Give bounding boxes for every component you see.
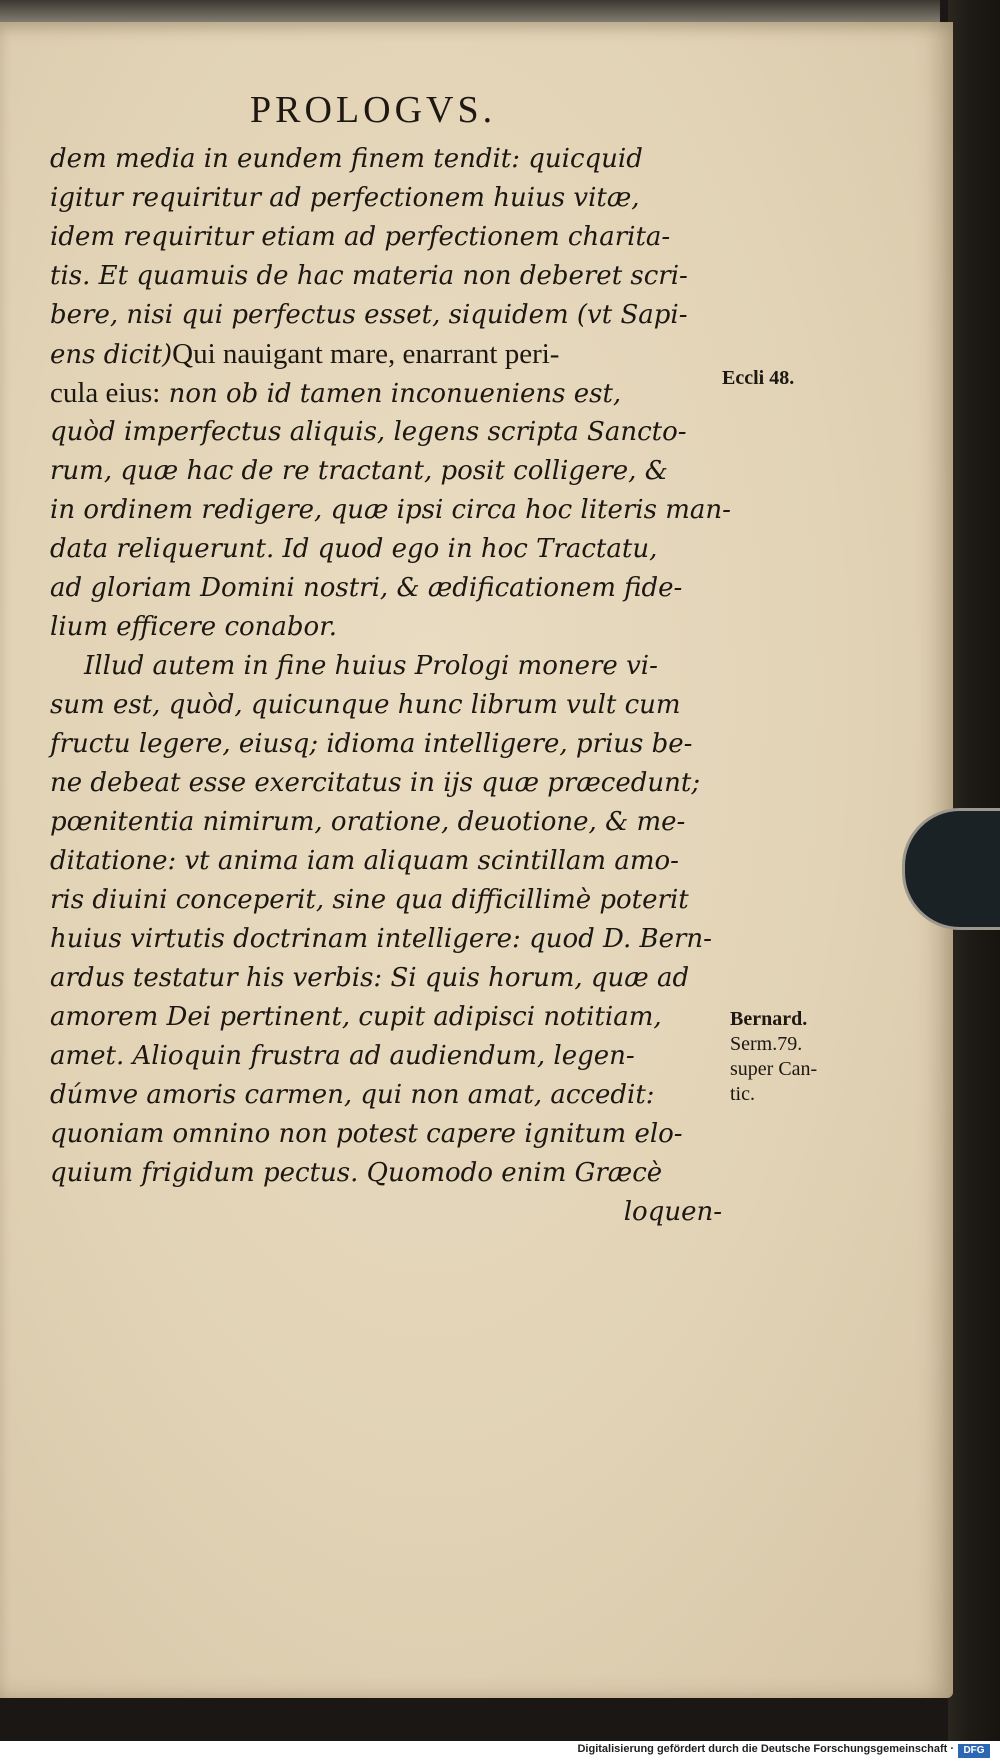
text-line: [50, 1037, 740, 1076]
dfg-logo-icon: DFG: [958, 1744, 990, 1758]
text-line: [50, 257, 740, 296]
roman-text-run: Qui nauigant mare, enarrant peri-: [172, 338, 560, 370]
text-line: [50, 1154, 740, 1193]
text-line-content: loquen-: [623, 1197, 722, 1227]
text-line: [50, 1076, 740, 1115]
margin-note-bernard-sermon: Serm.79.: [730, 1033, 803, 1055]
text-line-content: quium frigidum pectus. Quomodo enim Græcè: [50, 1158, 663, 1188]
text-line: [50, 1193, 740, 1232]
text-line-content: ardus testatur his verbis: Si quis horum, quæ ad: [50, 963, 690, 993]
text-line: [50, 647, 740, 686]
text-line-content: igitur requiritur ad perfectionem huius vitæ,: [50, 183, 640, 213]
text-line: [50, 530, 740, 569]
text-line-content: amet. Alioquin frustra ad audiendum, legen-: [50, 1041, 635, 1071]
text-line: [50, 881, 740, 920]
text-line-content: in ordinem redigere, quæ ipsi circa hoc literis man-: [50, 495, 731, 525]
text-line-content: lium efficere conabor.: [50, 612, 338, 642]
text-line: [50, 725, 740, 764]
text-line: [50, 335, 740, 374]
italic-text-run: non ob id tamen inconueniens est,: [160, 379, 622, 409]
body-text: [50, 140, 740, 1232]
text-line: [50, 920, 740, 959]
text-line: [50, 959, 740, 998]
margin-note-bernard-super: super Can-: [730, 1058, 818, 1080]
text-line: [50, 374, 740, 413]
text-line-content: Illud autem in fine huius Prologi monere vi-: [84, 651, 658, 681]
text-line-content: ris diuini conceperit, sine qua difficillimè poterit: [50, 885, 689, 915]
text-line: [50, 842, 740, 881]
text-line-content: dem media in eundem finem tendit: quicquid: [50, 144, 643, 174]
text-line: [50, 218, 740, 257]
text-line-content: ad gloriam Domini nostri, & ædificationem fide-: [50, 573, 683, 603]
text-line: [50, 1115, 740, 1154]
text-line: [50, 179, 740, 218]
text-line: [50, 686, 740, 725]
text-line: [50, 998, 740, 1037]
text-line-content: amorem Dei pertinent, cupit adipisci notitiam,: [50, 1002, 662, 1032]
text-line-content: tis. Et quamuis de hac materia non deberet scri-: [50, 261, 688, 291]
margin-note-bernard: Bernard.: [730, 1008, 808, 1030]
running-head: PROLOGVS.: [250, 89, 497, 131]
text-line-content: quòd imperfectus aliquis, legens scripta Sancto-: [50, 417, 687, 447]
text-line: [50, 491, 740, 530]
text-line: [50, 140, 740, 179]
footer-credit: Digitalisierung gefördert durch die Deutsche Forschungsgemeinschaft ·: [577, 1743, 954, 1755]
text-line-content: quoniam omnino non potest capere ignitum elo-: [50, 1119, 683, 1149]
text-line: [50, 569, 740, 608]
margin-note-bernard-tic: tic.: [730, 1083, 755, 1105]
text-line-content: ditatione: vt anima iam aliquam scintillam amo-: [50, 846, 679, 876]
margin-note-eccli: Eccli 48.: [722, 367, 795, 389]
text-line: [50, 296, 740, 335]
text-line-content: data reliquerunt. Id quod ego in hoc Tractatu,: [50, 534, 658, 564]
text-line: [50, 803, 740, 842]
roman-text-run: cula eius:: [50, 377, 161, 409]
text-line-content: fructu legere, eiusq; idioma intelligere, prius be-: [50, 729, 693, 759]
text-line: [50, 452, 740, 491]
text-line: [50, 413, 740, 452]
text-line-content: dúmve amoris carmen, qui non amat, accedit:: [50, 1080, 655, 1110]
text-line-content: huius virtutis doctrinam intelligere: quod D. Bern-: [50, 924, 712, 954]
italic-text-run: ens dicit): [50, 340, 173, 370]
text-line-content: ne debeat esse exercitatus in ijs quæ præcedunt;: [50, 768, 701, 798]
text-line: [50, 764, 740, 803]
text-line: [50, 608, 740, 647]
text-line-content: pœnitentia nimirum, oratione, deuotione, & me-: [50, 807, 686, 837]
text-line-content: sum est, quòd, quicunque hunc librum vult cum: [50, 690, 681, 720]
text-line-content: idem requiritur etiam ad perfectionem charita-: [50, 222, 671, 252]
text-line-content: bere, nisi qui perfectus esset, siquidem (vt Sapi-: [50, 300, 688, 330]
text-line-content: rum, quæ hac de re tractant, posit colligere, &: [50, 456, 668, 486]
